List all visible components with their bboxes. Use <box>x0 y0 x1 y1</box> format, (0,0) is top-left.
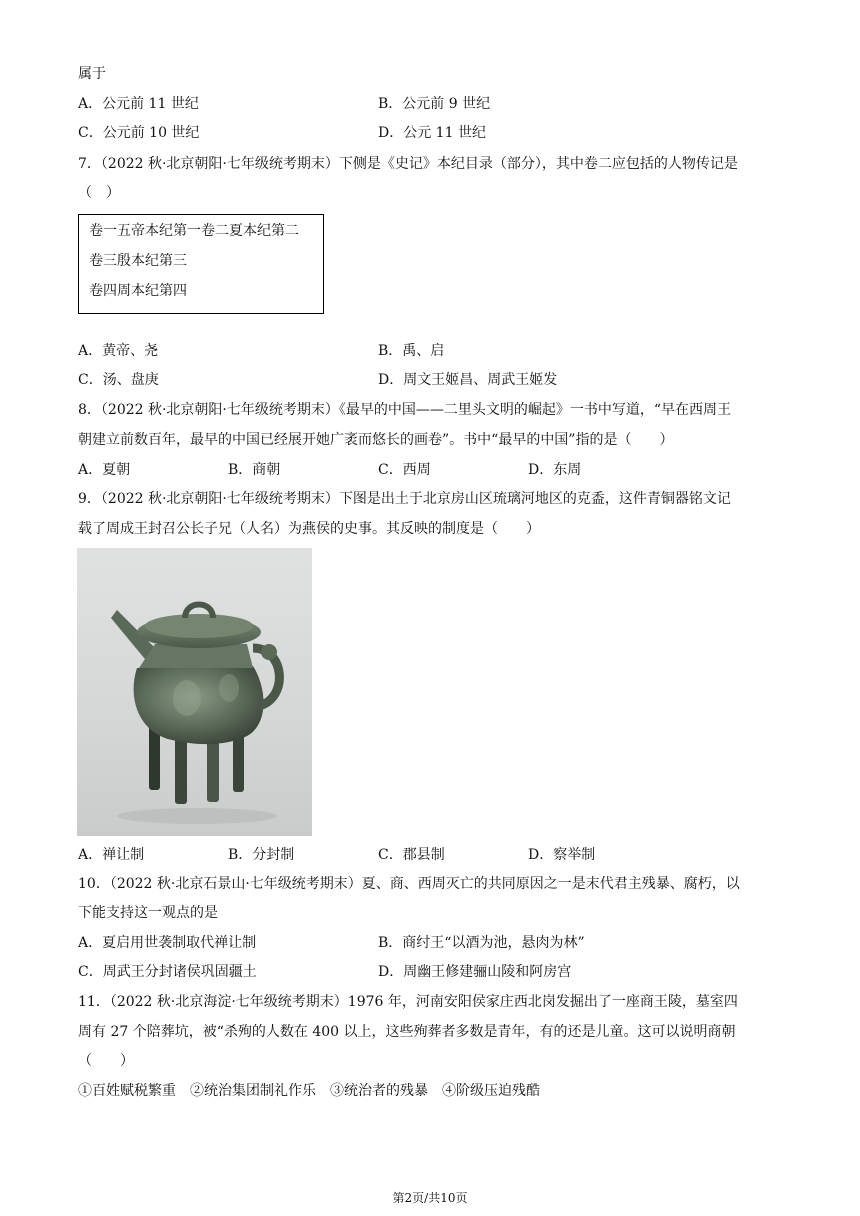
q6-option-c: C．公元前 10 世纪 <box>78 125 200 141</box>
q9-option-a: A．禅让制 <box>78 847 145 863</box>
q9-stem: 9．（2022 秋·北京朝阳·七年级统考期末）下图是出土于北京房山区琉璃河地区的克盉，这件青铜器铭文记 <box>78 491 731 507</box>
q7-option-a: A．黄帝、尧 <box>78 343 159 359</box>
q6-option-a: A．公元前 11 世纪 <box>78 96 199 112</box>
q9-option-d: D．察举制 <box>528 847 596 863</box>
contents-line-1: 卷一五帝本纪第一卷二夏本纪第二 <box>89 223 299 239</box>
q6-option-d: D．公元 11 世纪 <box>378 125 486 141</box>
q7-stem: 7．（2022 秋·北京朝阳·七年级统考期末）下侧是《史记》本纪目录（部分），其中卷二应包括的人物传记是 <box>78 156 738 172</box>
page-footer: 第2页/共10页 <box>392 1191 468 1205</box>
q9-stem-cont: 载了周成王封召公长子兄（人名）为燕侯的史事。其反映的制度是（ ） <box>78 521 540 537</box>
contents-line-2: 卷三殷本纪第三 <box>89 253 187 269</box>
q8-option-b: B．商朝 <box>228 462 281 478</box>
q8-option-d: D．东周 <box>528 462 582 478</box>
q7-option-b: B．禹、启 <box>378 343 445 359</box>
q7-option-d: D．周文王姬昌、周武王姬发 <box>378 372 558 388</box>
q11-stem-bracket: （ ） <box>78 1053 134 1069</box>
q10-stem: 10．（2022 秋·北京石景山·七年级统考期末）夏、商、西周灭亡的共同原因之一是末代君主残暴、腐朽，以 <box>78 876 740 892</box>
q10-option-c: C．周武王分封诸侯巩固疆土 <box>78 964 257 980</box>
q11-stem-cont: 周有 27 个陪葬坑，被“杀殉的人数在 400 以上，这些殉葬者多数是青年，有的还是儿童。这可以说明商朝 <box>78 1024 736 1040</box>
q11-choices: ①百姓赋税繁重 ②统治集团制礼作乐 ③统治者的残暴 ④阶级压迫残酷 <box>78 1083 540 1099</box>
q6-stem-tail: 属于 <box>78 66 106 82</box>
q9-option-b: B．分封制 <box>228 847 295 863</box>
bronze-he-vessel-image <box>77 548 312 836</box>
q9-option-c: C．郡县制 <box>378 847 445 863</box>
q8-option-a: A．夏朝 <box>78 462 131 478</box>
contents-line-3: 卷四周本纪第四 <box>89 283 187 299</box>
q8-stem: 8．（2022 秋·北京朝阳·七年级统考期末）《最早的中国——二里头文明的崛起》一书中写道，“早在西周王 <box>78 402 732 418</box>
q8-stem-cont: 朝建立前数百年，最早的中国已经展开她广袤而悠长的画卷”。书中“最早的中国”指的是（ ） <box>78 432 674 448</box>
q10-option-b: B．商纣王“以酒为池，悬肉为林” <box>378 935 585 951</box>
q7-option-c: C．汤、盘庚 <box>78 372 159 388</box>
q11-stem: 11．（2022 秋·北京海淀·七年级统考期末）1976 年，河南安阳侯家庄西北岗发掘出了一座商王陵，墓室四 <box>78 994 738 1010</box>
q10-option-d: D．周幽王修建骊山陵和阿房宫 <box>378 964 572 980</box>
shiji-contents-box <box>78 214 324 314</box>
q10-stem-cont: 下能支持这一观点的是 <box>78 905 218 921</box>
q8-option-c: C．西周 <box>378 462 431 478</box>
q6-option-b: B．公元前 9 世纪 <box>378 96 491 112</box>
q10-option-a: A．夏启用世袭制取代禅让制 <box>78 935 257 951</box>
q7-stem-bracket: （ ） <box>78 185 120 201</box>
bronze-vessel-illustration <box>77 548 312 836</box>
